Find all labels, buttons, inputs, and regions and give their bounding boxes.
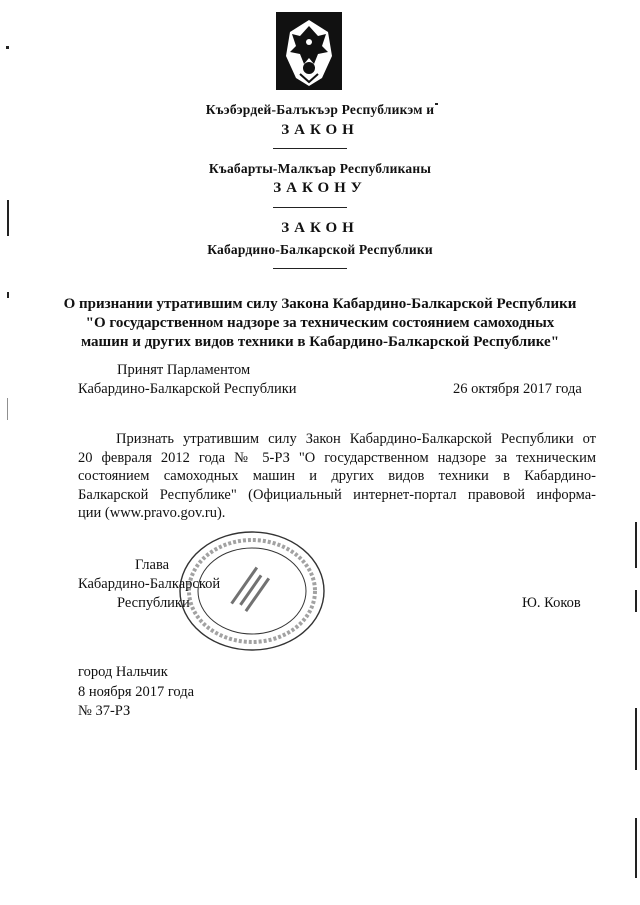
- scan-edge-mark: [7, 292, 9, 298]
- title-line: "О государственном надзоре за техническим состоянием самоходных: [85, 315, 555, 331]
- paragraph-line: 20 февраля 2012 года № 5-РЗ "О государственном надзоре за техническим: [78, 449, 596, 466]
- adoption-date: 26 октября 2017 года: [453, 381, 582, 397]
- scan-edge-mark: [635, 818, 637, 878]
- signatory-region: Кабардино-Балкарской: [78, 576, 221, 592]
- paragraph-line: Признать утратившим силу Закон Кабардино-Балкарской Республики от: [116, 431, 596, 447]
- place-of-signing: город Нальчик: [78, 664, 168, 680]
- divider: [273, 207, 347, 208]
- signatory-name: Ю. Коков: [522, 595, 581, 611]
- coat-of-arms-emblem: [270, 12, 348, 92]
- scan-edge-mark: [635, 708, 637, 770]
- signatory-republic: Республики: [117, 595, 190, 611]
- header-russian: Кабардино-Балкарской Республики: [207, 242, 433, 257]
- paragraph-line: состоянием самоходных машин и других видов техники в Кабардино-: [78, 468, 596, 484]
- scan-edge-mark: [7, 398, 8, 420]
- divider: [273, 148, 347, 149]
- header-kabardian: Къэбэрдей-Балъкъэр Республикэм и: [205, 102, 435, 117]
- law-title-balkar: ЗАКОНУ: [273, 180, 367, 196]
- header-balkar: Къабарты-Малкъар Республиканы: [208, 161, 432, 176]
- scan-edge-mark: [6, 46, 9, 49]
- paragraph-line: Балкарской Республике" (Официальный интернет-портал правовой информа-: [78, 486, 596, 503]
- title-line: машин и других видов техники в Кабардино-Балкарской Республике": [80, 334, 560, 350]
- paragraph-line: ции (www.pravo.gov.ru).: [78, 505, 226, 521]
- law-title-kabardian: ЗАКОН: [281, 122, 359, 138]
- law-title-russian: ЗАКОН: [281, 220, 359, 236]
- title-line: О признании утратившим силу Закона Кабардино-Балкарской Республики: [63, 296, 577, 312]
- adopted-by: Принят Парламентом: [117, 362, 251, 378]
- divider: [273, 268, 347, 269]
- signing-date: 8 ноября 2017 года: [78, 684, 195, 700]
- adopted-by-parliament: Кабардино-Балкарской Республики: [78, 381, 297, 397]
- scan-edge-mark: [435, 103, 438, 105]
- scan-edge-mark: [7, 200, 9, 236]
- scan-edge-mark: [635, 522, 637, 568]
- law-number: № 37-РЗ: [78, 703, 131, 719]
- scan-edge-mark: [635, 590, 637, 612]
- signatory-title: Глава: [135, 557, 170, 573]
- document-title: [0, 295, 640, 352]
- law-body-paragraph: [78, 430, 596, 523]
